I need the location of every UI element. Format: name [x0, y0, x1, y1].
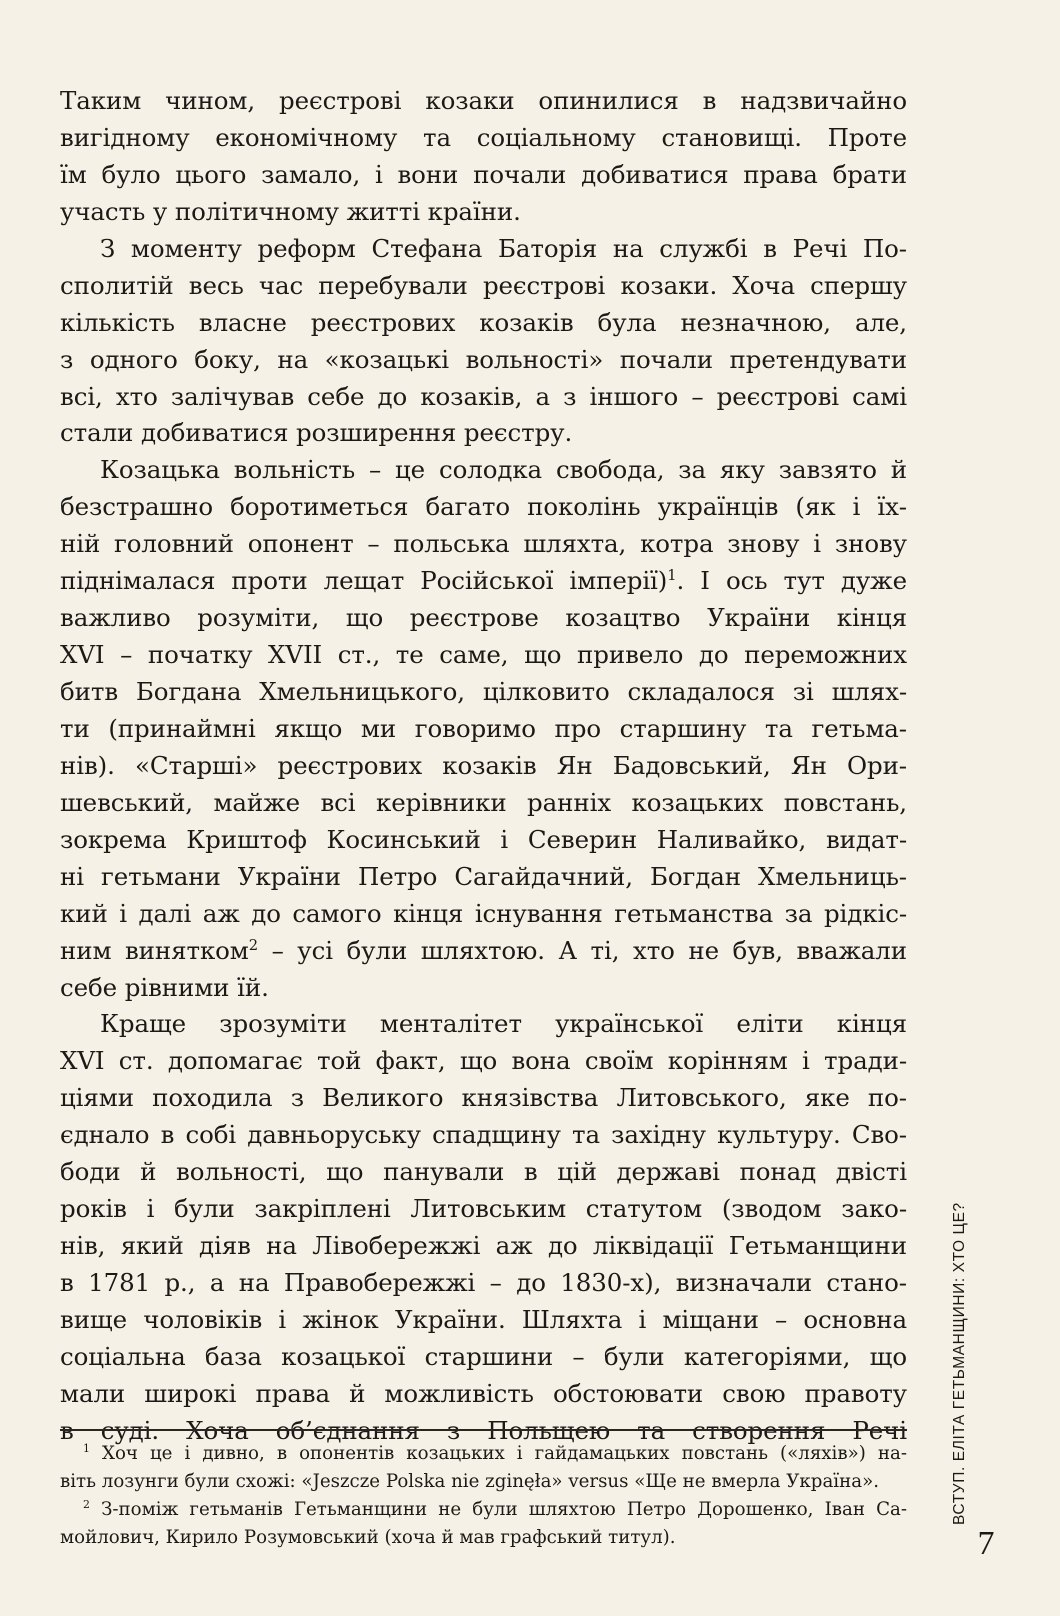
text-line: всі, хто залічував себе до козаків, а з іншого – реєстрові самі — [60, 381, 907, 411]
text-line: важливо розуміти, що реєстрове козацтво України кінця — [60, 603, 907, 633]
text-line: нів, який діяв на Лівобережжі аж до ліквідації Гетьманщини — [60, 1231, 907, 1261]
text-line: мали широкі права й можливість обстоювати свою правоту — [60, 1378, 907, 1408]
text-line: шевський, майже всі керівники ранніх козацьких повстань, — [60, 787, 907, 817]
text-line: Таким чином, реєстрові козаки опинилися в надзвичайно — [60, 86, 907, 115]
text-line: вище чоловіків і жінок України. Шляхта і міщани – основна — [60, 1304, 907, 1334]
text-line: стали добиватися розширення реєстру. — [60, 418, 573, 448]
footnote-marker: 2 — [83, 1497, 90, 1511]
text-line: З моменту реформ Стефана Баторія на службі в Речі По- — [100, 233, 907, 263]
text-line: битв Богдана Хмельницького, цілковито складалося зі шлях- — [60, 677, 907, 706]
footnote-line: $^2$ З-поміж гетьманів Гетьманщини не були шляхтою Петро Дорошенко, Іван Са- — [83, 1497, 907, 1520]
text-line: себе рівними їй. — [60, 972, 269, 1002]
text-line: кількість власне реєстрових козаків була незначною, але, — [60, 307, 907, 337]
text-line: боди й вольності, що панували в цій державі понад двісті — [60, 1157, 907, 1187]
text-line: ціями походила з Великого князівства Литовського, яке по- — [60, 1083, 907, 1113]
running-head: ВСТУП. ЕЛІТА ГЕТЬМАНЩИНИ: ХТО ЦЕ? — [951, 1202, 968, 1525]
text-line: вигідному економічному та соціальному становищі. Проте — [60, 122, 907, 152]
text-line: кий і далі аж до самого кінця існування гетьманства за рідкіс- — [60, 898, 907, 928]
text-line: ній головний опонент – польська шляхта, котра знову і знову — [60, 529, 907, 559]
text-line: ти (принаймні якщо ми говоримо про старшину та гетьма- — [60, 713, 907, 743]
main-text — [60, 83, 907, 1450]
text-line: Краще зрозуміти менталітет української еліти кінця — [100, 1009, 907, 1039]
text-line: в 1781 р., а на Правобережжі – до 1830-х), визначали стано- — [60, 1268, 907, 1297]
text-line: безстрашно боротиметься багато поколінь українців (як і їх- — [60, 492, 907, 522]
footnote-line: мойлович, Кирило Розумовський (хоча й мав графський титул). — [60, 1527, 676, 1548]
text-line: ним винятком$^2$ – усі були шляхтою. А ті, хто не був, вважали — [60, 935, 907, 965]
text-line: сполитій весь час перебували реєстрові козаки. Хоча спершу — [60, 270, 907, 300]
footnotes — [60, 1440, 907, 1552]
text-line: XVI ст. допомагає той факт, що вона своїм корінням і тради- — [60, 1046, 907, 1076]
text-line: єднало в собі давньоруську спадщину та західну культуру. Сво- — [60, 1120, 907, 1150]
text-line: участь у політичному житті країни. — [60, 196, 521, 226]
text-line: зокрема Криштоф Косинський і Северин Наливайко, видат- — [60, 824, 907, 854]
text-line: соціальна база козацької старшини – були категоріями, що — [60, 1341, 907, 1371]
text-line: нів). «Старші» реєстрових козаків Ян Бадовський, Ян Ори- — [60, 750, 907, 780]
text-line: їм було цього замало, і вони почали добиватися права брати — [60, 159, 907, 189]
text-line: ні гетьмани України Петро Сагайдачний, Богдан Хмельниць- — [60, 861, 907, 891]
text-line: Козацька вольність – це солодка свобода, за яку завзято й — [100, 455, 907, 485]
text-line: піднімалася проти лещат Російської імперії)$^1$. І ось тут дуже — [60, 566, 907, 596]
footnote-divider — [60, 1429, 907, 1431]
footnote-line: віть лозунги були схожі: «Jeszcze Polska nie zginęła» versus «Ще не вмерла Україна». — [60, 1471, 879, 1492]
footnote-marker: 1 — [83, 1441, 90, 1455]
footnote-line: $^1$ Хоч це і дивно, в опонентів козацьких і гайдамацьких повстань («ляхів») на- — [83, 1441, 907, 1464]
text-line: з одного боку, на «козацькі вольності» почали претендувати — [60, 344, 907, 374]
text-line: XVI – початку XVII ст., те саме, що привело до переможних — [60, 640, 907, 670]
footnote-ref: 2 — [248, 936, 259, 954]
text-line: років і були закріплені Литовським статутом (зводом зако- — [60, 1194, 907, 1224]
text-line: в суді. Хоча об’єднання з Польщею та створення Речі — [60, 1415, 907, 1445]
footnote-ref: 1 — [667, 567, 677, 585]
page-number: 7 — [977, 1525, 995, 1562]
